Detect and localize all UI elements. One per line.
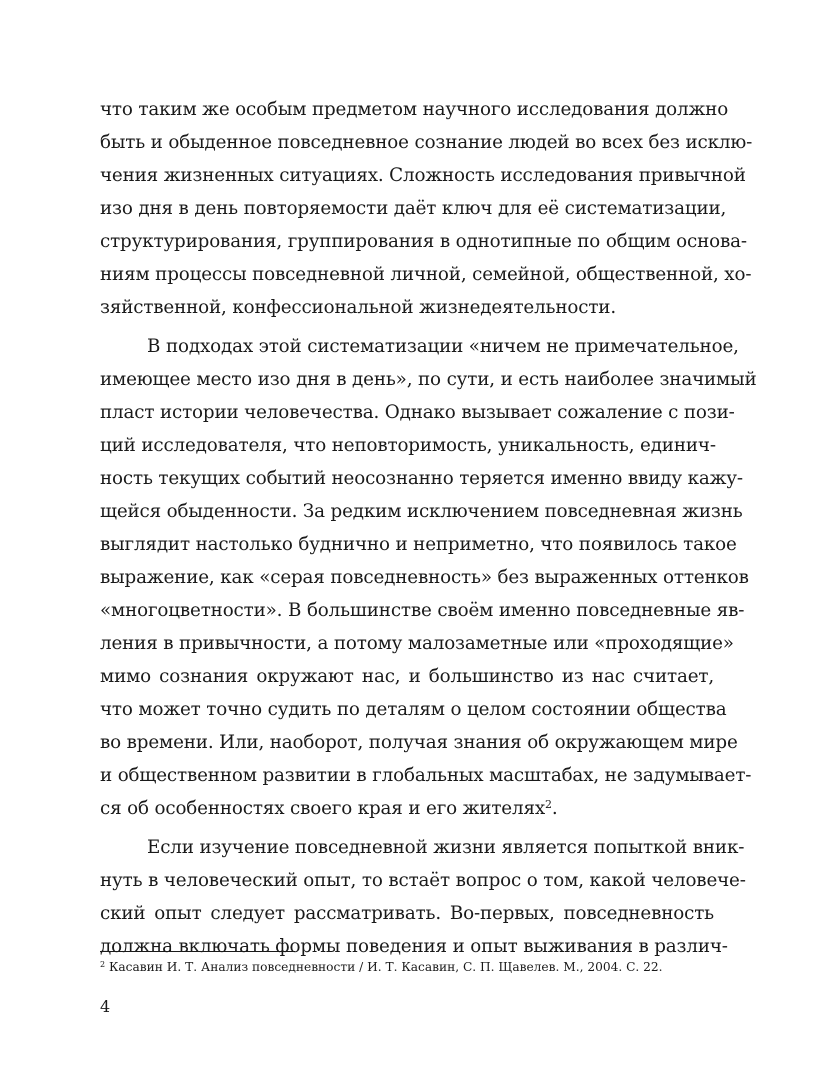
- footnote-separator: [100, 951, 295, 952]
- text-line: ций исследователя, что неповторимость, уникальность, единич-: [100, 435, 716, 456]
- text-line: чения жизненных ситуациях. Сложность исследования привычной: [100, 165, 746, 186]
- paragraph-3: [100, 831, 746, 963]
- footnote: [100, 958, 720, 976]
- text-line: ления в привычности, а потому малозаметные или «проходящие»: [100, 633, 734, 654]
- text-line: имеющее место изо дня в день», по сути, и есть наиболее значимый: [100, 369, 757, 390]
- text-line: [100, 792, 714, 825]
- text-line: мимо сознания окружают нас, и большинство из нас считает,: [100, 666, 714, 687]
- text-line: во времени. Или, наоборот, получая знания об окружающем мире: [100, 732, 738, 753]
- text-line: «многоцветности». В большинстве своём именно повседневные яв-: [100, 600, 745, 621]
- text-line: ниям процессы повседневной личной, семейной, общественной, хо-: [100, 264, 752, 285]
- text-line: ский опыт следует рассматривать. Во-первых, повседневность: [100, 903, 714, 924]
- text-line: быть и обыденное повседневное сознание людей во всех без исклю-: [100, 132, 753, 153]
- text-line-content: ся об особенностях своего края и его жителях: [100, 798, 545, 819]
- body-text: [100, 93, 757, 963]
- footnote-number: 2: [100, 960, 106, 969]
- text-line: Если изучение повседневной жизни является попыткой вник-: [147, 837, 745, 858]
- paragraph-2: [100, 330, 757, 825]
- text-line: что таким же особым предметом научного исследования должно: [100, 99, 729, 120]
- text-line: структурирования, группирования в однотипные по общим основа-: [100, 231, 747, 252]
- text-line: пласт истории человечества. Однако вызывает сожаление с пози-: [100, 402, 735, 423]
- page-number: 4: [100, 997, 111, 1016]
- text-line: должна включать формы поведения и опыт выживания в различ-: [100, 936, 728, 957]
- footnote-text: Касавин И. Т. Анализ повседневности / И. Т. Касавин, С. П. Щавелев. М., 2004. С. 22.: [108, 960, 663, 974]
- text-line: нуть в человеческий опыт, то встаёт вопрос о том, какой человече-: [100, 870, 746, 891]
- text-line: ность текущих событий неосознанно теряется именно ввиду кажу-: [100, 468, 743, 489]
- text-line: выглядит настолько буднично и неприметно, что появилось такое: [100, 534, 737, 555]
- text-line: и общественном развитии в глобальных масштабах, не задумывает-: [100, 765, 752, 786]
- paragraph-1: [100, 93, 753, 324]
- text-line: зяйственной, конфессиональной жизнедеятельности.: [100, 297, 617, 318]
- text-line: выражение, как «серая повседневность» без выраженных оттенков: [100, 567, 749, 588]
- text-line: что может точно судить по деталям о целом состоянии общества: [100, 699, 727, 720]
- text-line: изо дня в день повторяемости даёт ключ для её систематизации,: [100, 198, 727, 219]
- text-line: В подходах этой систематизации «ничем не примечательное,: [147, 336, 739, 357]
- footnote-reference[interactable]: 2: [545, 798, 552, 811]
- text-line: щейся обыденности. За редким исключением повседневная жизнь: [100, 501, 743, 522]
- sentence-end: .: [551, 798, 558, 819]
